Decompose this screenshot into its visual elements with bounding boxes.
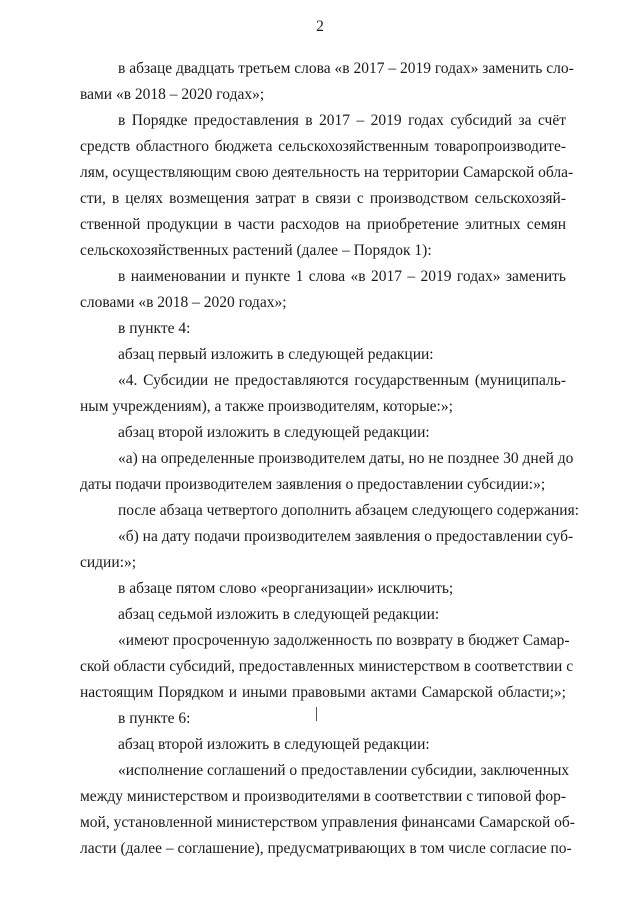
text-line: мой, установленной министерством управления финансами Самарской об-: [80, 814, 575, 831]
text-line: ным учреждениям), а также производителям, которые:»;: [80, 398, 453, 415]
text-line: абзац первый изложить в следующей редакции:: [118, 346, 434, 363]
text-line: абзац второй изложить в следующей редакции:: [118, 424, 430, 441]
scan-mark: [316, 707, 317, 721]
text-line: в пункте 6:: [118, 710, 191, 727]
text-line: ласти (далее – соглашение), предусматривающих в том числе согласие по-: [80, 840, 572, 857]
text-line: настоящим Порядком и иными правовыми актами Самарской области;»;: [80, 684, 566, 701]
text-line: «а) на определенные производителем даты, но не позднее 30 дней до: [118, 450, 574, 467]
text-line: после абзаца четвертого дополнить абзацем следующего содержания:: [118, 502, 580, 519]
page-number: 2: [316, 18, 324, 35]
text-line: в пункте 4:: [118, 320, 191, 337]
text-line: лям, осуществляющим свою деятельность на территории Самарской обла-: [80, 164, 574, 181]
text-line: «имеют просроченную задолженность по возврату в бюджет Самар-: [118, 632, 570, 649]
text-line: сельскохозяйственных растений (далее – Порядок 1):: [80, 242, 432, 259]
text-line: сти, в целях возмещения затрат в связи с производством сельскохозяй-: [80, 190, 566, 207]
text-line: ственной продукции в части расходов на приобретение элитных семян: [80, 216, 566, 233]
text-line: даты подачи производителем заявления о предоставлении субсидии:»;: [80, 476, 546, 493]
text-line: в наименовании и пункте 1 слова «в 2017 – 2019 годах» заменить: [118, 268, 566, 285]
text-line: словами «в 2018 – 2020 годах»;: [80, 294, 287, 311]
text-line: «4. Субсидии не предоставляются государственным (муниципаль-: [118, 372, 566, 389]
text-line: в Порядке предоставления в 2017 – 2019 годах субсидий за счёт: [118, 112, 566, 129]
text-line: вами «в 2018 – 2020 годах»;: [80, 86, 265, 103]
text-line: сидии:»;: [80, 554, 137, 571]
text-line: ской области субсидий, предоставленных министерством в соответствии с: [80, 658, 574, 675]
text-line: «б) на дату подачи производителем заявления о предоставлении суб-: [118, 528, 574, 545]
text-line: «исполнение соглашений о предоставлении субсидии, заключенных: [118, 762, 570, 779]
text-line: абзац седьмой изложить в следующей редакции:: [118, 606, 440, 623]
text-line: между министерством и производителями в соответствии с типовой фор-: [80, 788, 566, 805]
text-line: абзац второй изложить в следующей редакции:: [118, 736, 430, 753]
text-line: средств областного бюджета сельскохозяйственным товаропроизводите-: [80, 138, 566, 155]
text-line: в абзаце двадцать третьем слова «в 2017 – 2019 годах» заменить сло-: [118, 60, 574, 77]
text-line: в абзаце пятом слово «реорганизации» исключить;: [118, 580, 454, 597]
